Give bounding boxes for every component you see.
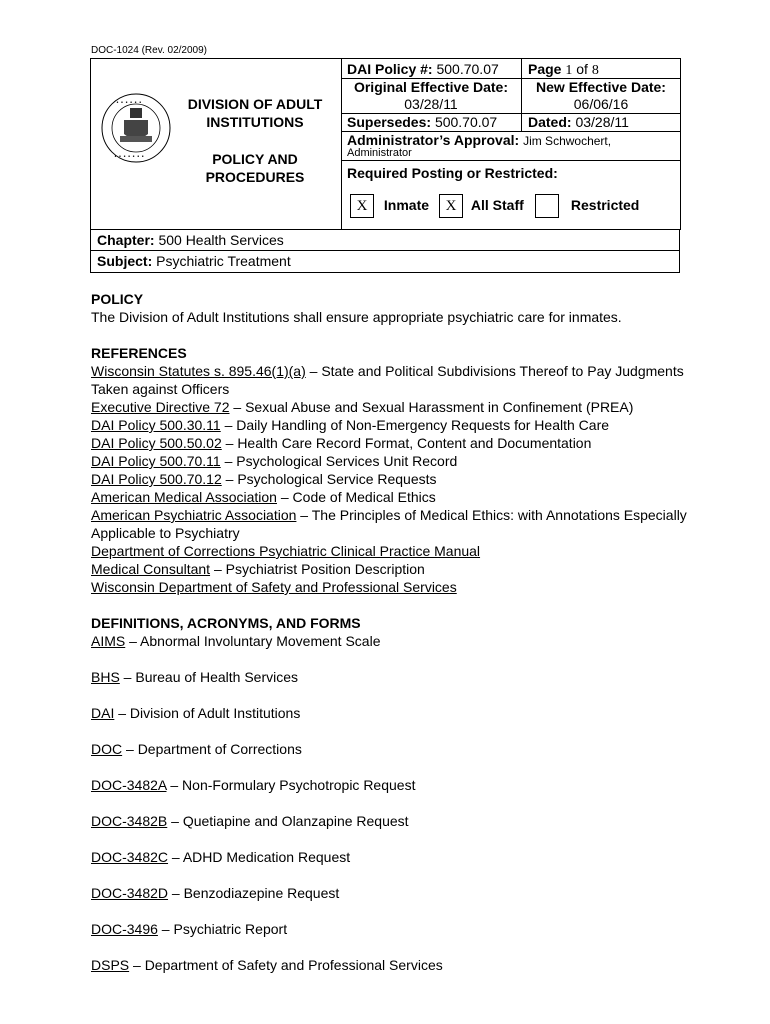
definition-term[interactable]: DOC-3482A (91, 777, 167, 793)
inmate-label: Inmate (383, 196, 430, 213)
policy-number: 500.70.07 (436, 61, 499, 77)
reference-link[interactable]: DAI Policy 500.50.02 (91, 435, 222, 451)
definition-item (91, 956, 691, 974)
reference-item (91, 578, 691, 596)
definition-item (91, 704, 691, 722)
all-staff-label: All Staff (470, 196, 524, 213)
definition-item (91, 632, 691, 650)
definition-term[interactable]: BHS (91, 669, 120, 685)
approval-label: Administrator’s Approval: (347, 132, 520, 148)
page-current: 1 (565, 63, 573, 78)
reference-description: – The Principles of Medical Ethics: with Annotations Especially Applicable to Psychiatry (91, 507, 687, 541)
definition-item (91, 668, 691, 686)
reference-description: – Sexual Abuse and Sexual Harassment in Confinement (PREA) (229, 399, 634, 415)
policy-text: The Division of Adult Institutions shall ensure appropriate psychiatric care for inmates. (91, 309, 622, 325)
original-date-label: Original Effective Date: (353, 79, 509, 95)
restricted-checkbox[interactable] (535, 194, 559, 218)
chapter-value: 500 Health Services (158, 232, 284, 248)
reference-description: – Psychological Service Requests (221, 471, 437, 487)
restricted-label: Restricted (570, 196, 640, 213)
definition-text: – Department of Corrections (122, 741, 302, 757)
reference-link[interactable]: American Psychiatric Association (91, 507, 297, 523)
definition-text: – ADHD Medication Request (168, 849, 351, 865)
page-total: 8 (591, 63, 599, 78)
reference-link[interactable]: DAI Policy 500.30.11 (91, 417, 221, 433)
reference-item (91, 488, 691, 506)
reference-link[interactable]: Department of Corrections Psychiatric Clinical Practice Manual (91, 543, 481, 559)
definition-term[interactable]: DAI (91, 705, 115, 721)
policy-heading: POLICY (91, 291, 144, 307)
references-heading: REFERENCES (91, 345, 187, 361)
posting-label: Required Posting or Restricted: (347, 165, 558, 181)
approval-name: Jim Schwochert, (523, 134, 612, 148)
division-title: DIVISION OF ADULT INSTITUTIONS (187, 96, 323, 130)
definitions-list (91, 632, 691, 974)
state-seal-icon (100, 92, 172, 164)
definition-item (91, 920, 691, 938)
reference-description: – Code of Medical Ethics (276, 489, 436, 505)
definition-text: – Non-Formulary Psychotropic Request (166, 777, 416, 793)
reference-item (91, 506, 691, 542)
dated-label: Dated: (528, 114, 572, 130)
document-body (91, 290, 691, 974)
reference-item (91, 560, 691, 578)
reference-link[interactable]: Medical Consultant (91, 561, 211, 577)
definitions-heading: DEFINITIONS, ACRONYMS, AND FORMS (91, 615, 361, 631)
svg-text:• • • • • • •: • • • • • • • (114, 154, 145, 160)
supersedes-value: 500.70.07 (434, 114, 498, 130)
reference-description: – Psychiatrist Position Description (210, 561, 425, 577)
reference-link[interactable]: American Medical Association (91, 489, 277, 505)
definition-item (91, 812, 691, 830)
reference-item (91, 452, 691, 470)
definition-term[interactable]: DSPS (91, 957, 130, 973)
page-of: of (576, 61, 588, 77)
definition-term[interactable]: DOC-3482D (91, 885, 169, 901)
reference-description: – Health Care Record Format, Content and Documentation (221, 435, 592, 451)
policy-number-label: DAI Policy #: (347, 61, 433, 77)
subject-value: Psychiatric Treatment (156, 253, 291, 269)
references-list (91, 362, 691, 596)
reference-item (91, 362, 691, 398)
new-date: 06/06/16 (573, 96, 629, 112)
reference-description: – Daily Handling of Non-Emergency Requests for Health Care (220, 417, 610, 433)
reference-link[interactable]: DAI Policy 500.70.12 (91, 471, 222, 487)
reference-link[interactable]: Executive Directive 72 (91, 399, 230, 415)
definition-text: – Abnormal Involuntary Movement Scale (125, 633, 381, 649)
reference-item (91, 434, 691, 452)
new-date-label: New Effective Date: (536, 79, 666, 95)
definition-term[interactable]: AIMS (91, 633, 126, 649)
reference-item (91, 398, 691, 416)
reference-item (91, 416, 691, 434)
reference-link[interactable]: Wisconsin Department of Safety and Professional Services (91, 579, 457, 595)
approval-title: Administrator (347, 147, 412, 159)
definition-text: – Division of Adult Institutions (114, 705, 301, 721)
reference-link[interactable]: DAI Policy 500.70.11 (91, 453, 221, 469)
definition-term[interactable]: DOC-3482B (91, 813, 168, 829)
supersedes-label: Supersedes: (347, 114, 432, 130)
definition-term[interactable]: DOC-3496 (91, 921, 158, 937)
definition-text: – Bureau of Health Services (119, 669, 299, 685)
definition-text: – Department of Safety and Professional Services (129, 957, 443, 973)
inmate-checkbox[interactable]: X (350, 194, 374, 218)
definition-item (91, 884, 691, 902)
reference-description: – State and Political Subdivisions Thereof to Pay Judgments Taken against Officers (91, 363, 684, 397)
definition-item (91, 740, 691, 758)
chapter-subject-box (90, 229, 680, 273)
form-number: DOC-1024 (Rev. 02/2009) (91, 45, 207, 56)
definition-text: – Psychiatric Report (157, 921, 288, 937)
definition-item (91, 848, 691, 866)
original-date: 03/28/11 (404, 96, 458, 112)
reference-link[interactable]: Wisconsin Statutes s. 895.46(1)(a) (91, 363, 306, 379)
definition-term[interactable]: DOC (91, 741, 123, 757)
policy-procedures-title: POLICY AND PROCEDURES (205, 151, 305, 185)
definition-item (91, 776, 691, 794)
subject-label: Subject: (97, 253, 153, 269)
svg-text:• • • • • •: • • • • • • (116, 100, 142, 106)
page-label: Page (528, 61, 562, 77)
reference-item (91, 470, 691, 488)
definition-text: – Benzodiazepine Request (168, 885, 340, 901)
reference-description: – Psychological Services Unit Record (220, 453, 458, 469)
chapter-label: Chapter: (97, 232, 155, 248)
all-staff-checkbox[interactable]: X (439, 194, 463, 218)
reference-item (91, 542, 691, 560)
dated-value: 03/28/11 (575, 114, 629, 130)
definition-term[interactable]: DOC-3482C (91, 849, 169, 865)
definition-text: – Quetiapine and Olanzapine Request (167, 813, 409, 829)
